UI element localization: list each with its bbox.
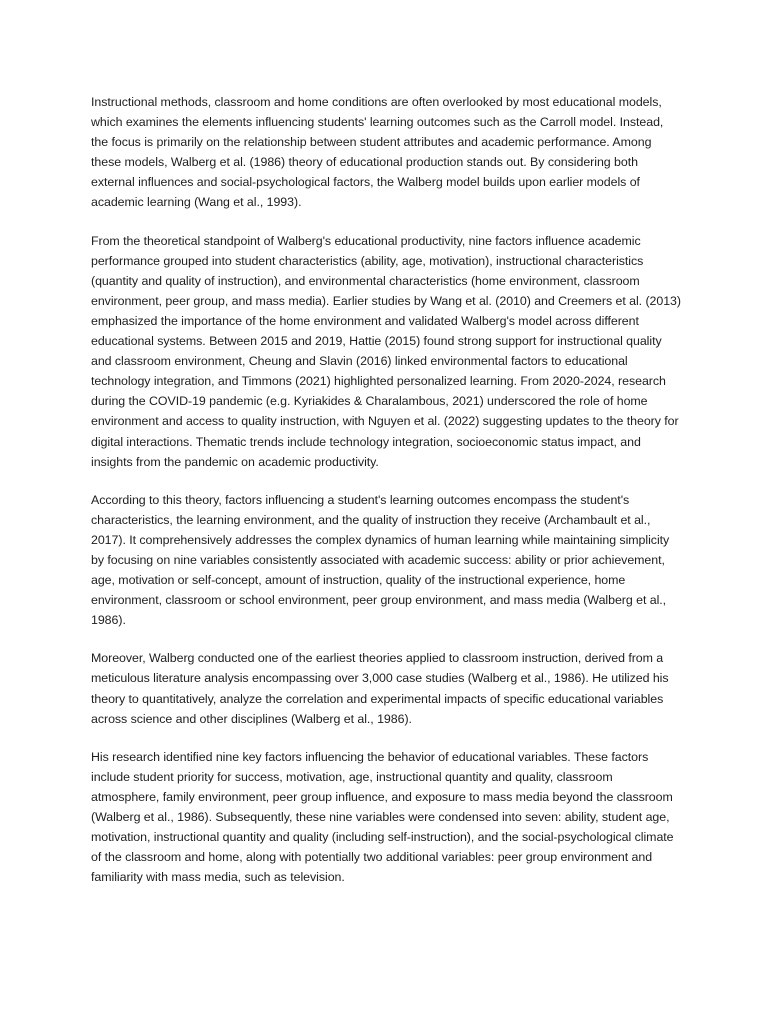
paragraph-carroll-model: Instructional methods, classroom and home conditions are often overlooked by most educational models, which examines the elements influencing students' learning outcomes such as the Carroll model. Instead, the focus is primarily on the relationship between student attributes and academic performance. Among these models, Walberg et al. (1986) theory of educational production stands out. By considering both external influences and social-psychological factors, the Walberg model builds upon earlier models of academic learning (Wang et al., 1993). xyxy=(91,95,664,210)
paragraph-classroom-instruction-theory: Moreover, Walberg conducted one of the earliest theories applied to classroom instruction, derived from a meticulous literature analysis encompassing over 3,000 case studies (Walberg et al., 1986). He utilized his theory to quantitatively, analyze the correlation and experimental impacts of specific educational variables across science and other disciplines (Walberg et al., 1986). xyxy=(91,651,669,726)
paragraph-learning-outcome-factors: According to this theory, factors influencing a student's learning outcomes encompass the student's characteristics, the learning environment, and the quality of instruction they receive (Archambault et al., 2017). It comprehensively addresses the complex dynamics of human learning while maintaining simplicity by focusing on nine variables consistently associated with academic success: ability or prior achievement, age, motivation or self-concept, amount of instruction, quality of the instructional experience, home environment, classroom or school environment, peer group environment, and mass media (Walberg et al., 1986). xyxy=(91,492,670,628)
paragraph-walberg-productivity: From the theoretical standpoint of Walberg's educational productivity, nine factors influence academic performance grouped into student characteristics (ability, age, motivation), instructional characteristics (quantity and quality of instruction), and environmental characteristics (home environment, classroom environment, peer group, and mass media). Earlier studies by Wang et al. (2010) and Creemers et al. (2013) emphasized the importance of the home environment and validated Walberg's model across different educational systems. Between 2015 and 2019, Hattie (2015) found strong support for instructional quality and classroom environment, Cheung and Slavin (2016) linked environmental factors to educational technology integration, and Timmons (2021) highlighted personalized learning. From 2020-2024, research during the COVID-19 pandemic (e.g. Kyriakides & Charalambous, 2021) underscored the role of home environment and access to quality instruction, with Nguyen et al. (2022) suggesting updates to the theory for digital interactions. Thematic trends include technology integration, socioeconomic status impact, and insights from the pandemic on academic productivity. xyxy=(91,233,681,469)
paragraph-nine-key-factors: His research identified nine key factors influencing the behavior of educational variables. These factors include student priority for success, motivation, age, instructional quantity and quality, classroom atmosphere, family environment, peer group influence, and exposure to mass media beyond the classroom (Walberg et al., 1986). Subsequently, these nine variables were condensed into seven: ability, student age, motivation, instructional quantity and quality (including self-instruction), and the social-psychological climate of the classroom and home, along with potentially two additional variables: peer group environment and familiarity with mass media, such as television. xyxy=(91,749,674,885)
